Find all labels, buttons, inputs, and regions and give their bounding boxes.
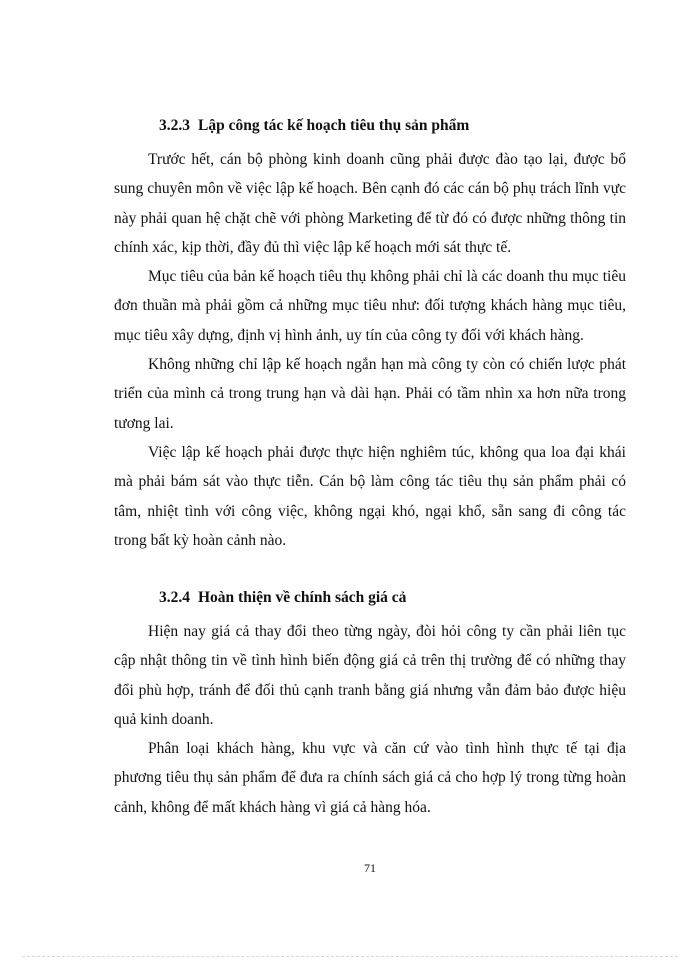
paragraph: Hiện nay giá cả thay đổi theo từng ngày, đòi hỏi công ty cần phải liên tục cập nhật thông tin về tình hình biến động giá cả trên thị trường để có những thay đổi phù hợp, tránh để đối thủ cạnh tranh bằng giá nhưng vẫn đảm bảo được hiệu quả kinh doanh. — [114, 623, 626, 728]
paragraph: Trước hết, cán bộ phòng kinh doanh cũng phải được đào tạo lại, được bổ sung chuyên môn về việc lập kế hoạch. Bên cạnh đó các cán bộ phụ trách lĩnh vực này phải quan hệ chặt chẽ với phòng Marketing để từ đó có được những thông tin chính xác, kịp thời, đầy đủ thì việc lập kế hoạch mới sát thực tế. — [114, 151, 626, 256]
section-title: Hoàn thiện về chính sách giá cả — [198, 589, 407, 606]
page-number: 71 — [364, 861, 376, 875]
section-title: Lập công tác kế hoạch tiêu thụ sản phẩm — [198, 117, 470, 134]
paragraph: Phân loại khách hàng, khu vực và căn cứ vào tình hình thực tế tại địa phương tiêu thụ sản phẩm để đưa ra chính sách giá cả cho hợp lý trong từng hoàn cảnh, không để mất khách hàng vì giá cả hàng hóa. — [114, 740, 626, 816]
section-heading-3-2-3 — [159, 117, 469, 135]
section-number: 3.2.3 — [159, 117, 190, 134]
paragraph: Việc lập kế hoạch phải được thực hiện nghiêm túc, không qua loa đại khái mà phải bám sát vào thực tiễn. Cán bộ làm công tác tiêu thụ sản phẩm phải có tâm, nhiệt tình với công việc, không ngại khó, ngại khổ, sẵn sang đi công tác trong bất kỳ hoàn cảnh nào. — [114, 444, 626, 549]
section-number: 3.2.4 — [159, 589, 190, 606]
section-heading-3-2-4 — [159, 589, 406, 607]
paragraph: Không những chỉ lập kế hoạch ngắn hạn mà công ty còn có chiến lược phát triển của mình cả trong trung hạn và dài hạn. Phải có tầm nhìn xa hơn nữa trong tương lai. — [114, 356, 626, 432]
paragraph: Mục tiêu của bản kế hoạch tiêu thụ không phải chỉ là các doanh thu mục tiêu đơn thuần mà phải gồm cả những mục tiêu như: đối tượng khách hàng mục tiêu, mục tiêu xây dựng, định vị hình ảnh, uy tín của công ty đối với khách hàng. — [114, 268, 626, 344]
page-bottom-divider — [22, 956, 678, 957]
